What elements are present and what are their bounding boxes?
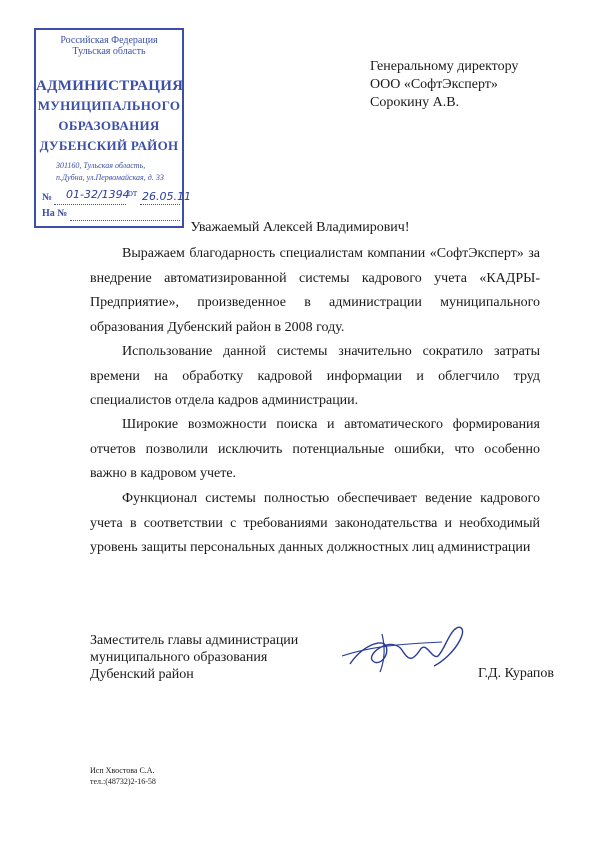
stamp-address-line: п.Дубна, ул.Первомайская, д. 33: [56, 173, 164, 182]
official-stamp: [34, 28, 191, 228]
executor-name: Исп Хвостова С.А.: [90, 766, 155, 775]
signatory-title-line: Заместитель главы администрации: [90, 633, 299, 648]
recipient-block: [370, 58, 518, 112]
executor-phone: тел.:(48732)2-16-58: [90, 777, 156, 786]
signatory-title: [90, 632, 298, 683]
body-paragraph: Использование данной системы значительно сократило затраты времени на обработку кадровой информации и облегчило труд специалистов отдела кадров администрации.: [90, 344, 540, 408]
stamp-title-line: АДМИНИСТРАЦИЯ: [36, 78, 184, 94]
stamp-handwritten-date: 26.05.11: [142, 190, 191, 203]
body-paragraph: Выражаем благодарность специалистам компании «СофтЭксперт» за внедрение автоматизированной системы кадрового учета «КАДРЫ-Предприятие», произведенное в администрации муниципального образования Дубенский район в 2008 году.: [90, 246, 540, 335]
signatory-title-line: муниципального образования: [90, 650, 268, 665]
body-paragraph: Широкие возможности поиска и автоматического формирования отчетов позволили исключить потенциальные ошибки, что особенно важно в кадровом учете.: [90, 417, 540, 481]
stamp-on-number-label: На №: [42, 208, 68, 219]
stamp-title-line: ДУБЕНСКИЙ РАЙОН: [39, 138, 179, 153]
recipient-line: Сорокину А.В.: [370, 95, 460, 110]
footer-executor-info: [90, 765, 156, 787]
stamp-title-line: ОБРАЗОВАНИЯ: [58, 118, 160, 133]
stamp-country: Российская Федерация: [60, 35, 158, 46]
stamp-address-line: 301160, Тульская область,: [56, 161, 146, 170]
stamp-dotted-line: [54, 204, 126, 205]
stamp-title-line: МУНИЦИПАЛЬНОГО: [37, 98, 181, 113]
stamp-number-label: №: [42, 192, 53, 203]
signatory-name: Г.Д. Курапов: [478, 666, 554, 681]
recipient-line: ООО «СофтЭксперт»: [370, 77, 498, 92]
stamp-date-prefix: от: [128, 188, 138, 199]
stamp-region: Тульская область: [72, 46, 146, 57]
salutation: Уважаемый Алексей Владимирович!: [190, 220, 410, 235]
stamp-dotted-line: [140, 204, 180, 205]
body-paragraph: Функционал системы полностью обеспечивает ведение кадрового учета в соответствии с требованиями законодательства и необходимый уровень защиты персональных данных должностных лиц администрации: [90, 491, 540, 555]
stamp-handwritten-number: 01-32/1394: [66, 188, 130, 201]
signatory-title-line: Дубенский район: [90, 667, 194, 682]
recipient-line: Генеральному директору: [370, 59, 519, 74]
handwritten-signature: [342, 616, 482, 676]
